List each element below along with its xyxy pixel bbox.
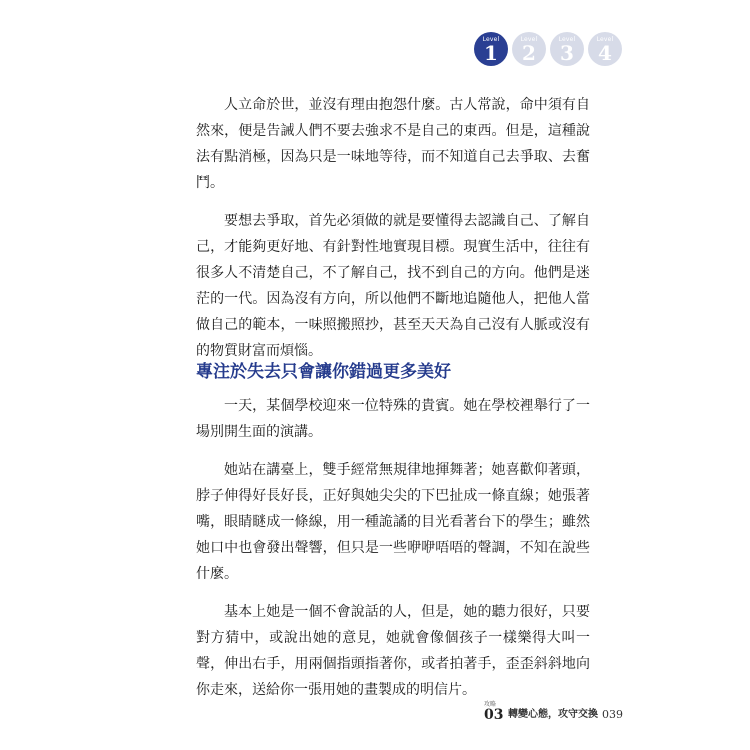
chapter-number: 03	[484, 707, 504, 723]
level-2-badge	[512, 32, 546, 66]
level-2-number: 2	[522, 41, 536, 65]
intro-paragraph-1: 人立命於世，並沒有理由抱怨什麼。古人常說，命中須有自然來，便是告誡人們不要去強求不是自己的東西。但是，這種說法有點消極，因為只是一味地等待，而不知道自己去爭取、去奮鬥。	[196, 97, 590, 191]
story-paragraph-3: 基本上她是一個不會說話的人，但是，她的聽力很好，只要對方猜中，或說出她的意見，她就會像個孩子一樣樂得大叫一聲，伸出右手，用兩個指頭指著你，或者拍著手，歪歪斜斜地向你走來，送給你一張用她的畫製成的明信片。	[196, 604, 590, 698]
page-number: 039	[602, 708, 623, 721]
level-3-word: Level	[558, 36, 576, 43]
level-1-word: Level	[482, 36, 500, 43]
story-paragraph-2: 她站在講臺上，雙手經常無規律地揮舞著；她喜歡仰著頭，脖子伸得好長好長，正好與她尖尖的下巴扯成一條直線；她張著嘴，眼睛瞇成一條線，用一種詭譎的目光看著台下的學生；雖然她口中也會發出聲響，但只是一些咿咿唔唔的聲調，不知在說些什麼。	[196, 462, 590, 582]
level-4-word: Level	[596, 36, 614, 43]
level-4-badge	[588, 32, 622, 66]
chapter-title: 轉變心態，攻守交換	[508, 709, 598, 720]
level-3-number: 3	[560, 41, 574, 65]
intro-section	[196, 92, 590, 364]
section-heading: 專注於失去只會讓你錯過更多美好	[196, 362, 451, 382]
level-4-number: 4	[598, 41, 612, 65]
page-footer	[484, 701, 634, 725]
level-1-number: 1	[484, 41, 498, 65]
level-3-badge	[550, 32, 584, 66]
level-indicator	[474, 32, 624, 68]
story-section	[196, 393, 590, 703]
level-2-word: Level	[520, 36, 538, 43]
intro-paragraph-2: 要想去爭取，首先必須做的就是要懂得去認識自己、了解自己，才能夠更好地、有針對性地實現目標。現實生活中，往往有很多人不清楚自己，不了解自己，找不到自己的方向。他們是迷茫的一代。因為沒有方向，所以他們不斷地追隨他人，把他人當做自己的範本，一味照搬照抄，甚至天天為自己沒有人脈或沒有的物質財富而煩惱。	[196, 213, 590, 359]
level-1-badge	[474, 32, 508, 66]
story-paragraph-1: 一天，某個學校迎來一位特殊的貴賓。她在學校裡舉行了一場別開生面的演講。	[196, 398, 590, 440]
chapter-label: 攻略	[484, 701, 497, 708]
